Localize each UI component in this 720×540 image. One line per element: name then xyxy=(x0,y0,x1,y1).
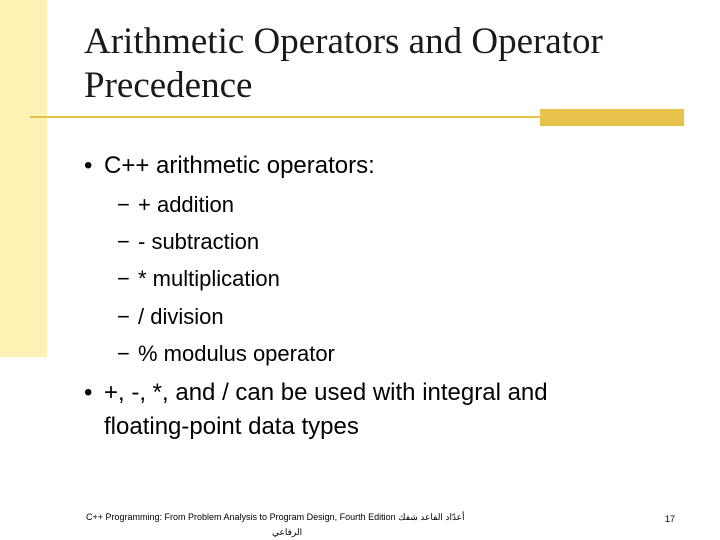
sub-item-marker-2: − xyxy=(117,229,130,254)
footer-text: C++ Programming: From Problem Analysis to Program Design, Fourth Edition أعدّاد الفاعد شفك xyxy=(86,512,465,522)
sub-item-text-2: - subtraction xyxy=(138,229,260,254)
sub-item-marker-3: − xyxy=(117,266,130,291)
footer-text-line-2: الرفاعي xyxy=(272,527,303,537)
sub-item-text-1: + addition xyxy=(138,192,235,217)
bullet-text-2-line-1: +, -, *, and / can be used with integral and xyxy=(104,379,548,406)
sub-item-text-5: % modulus operator xyxy=(138,341,335,366)
bullet-text-1: C++ arithmetic operators: xyxy=(104,152,375,179)
sub-item-text-3: * multiplication xyxy=(138,266,280,291)
bullet-marker-1: • xyxy=(84,152,93,179)
left-decorative-bar xyxy=(0,0,47,357)
page-number: 17 xyxy=(665,514,676,524)
slide-title-line-2: Precedence xyxy=(84,65,253,106)
sub-item-marker-5: − xyxy=(117,341,130,366)
slide-title xyxy=(84,20,704,108)
sub-item-marker-4: − xyxy=(117,304,130,329)
bullet-text-2-line-2: floating-point data types xyxy=(104,413,359,440)
slide-title-line-1: Arithmetic Operators and Operator xyxy=(84,21,603,62)
title-accent-block xyxy=(540,109,684,126)
bullet-marker-2: • xyxy=(84,379,93,406)
sub-item-marker-1: − xyxy=(117,192,130,217)
sub-item-text-4: / division xyxy=(138,304,224,329)
